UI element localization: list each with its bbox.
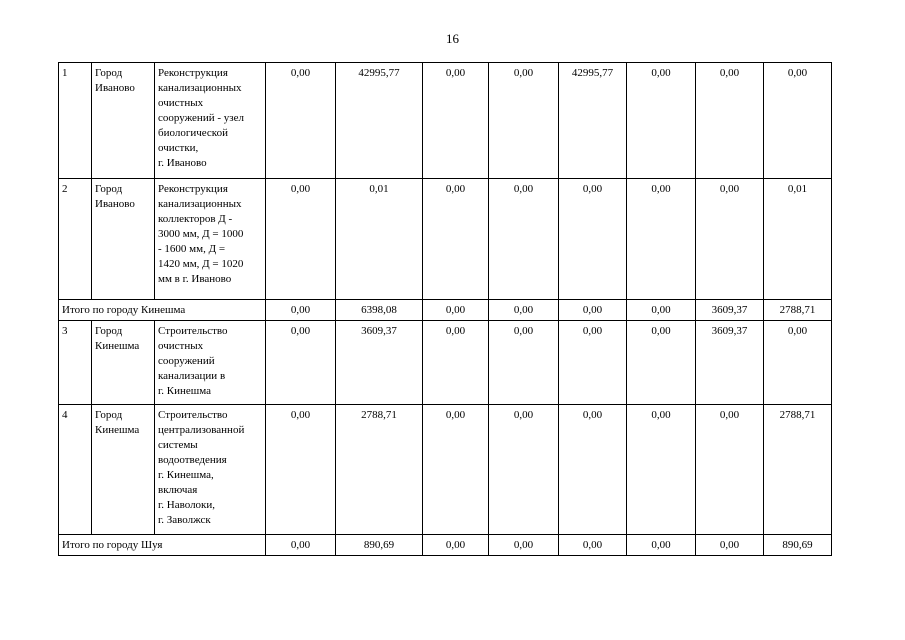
city-cell [92,405,155,535]
description-line: г. Кинешма, [158,469,214,481]
description-line: канализационных [158,82,242,94]
value-cell: 2788,71 [764,405,832,535]
value-cell: 0,00 [489,405,559,535]
description-cell [155,63,266,179]
description-line: Реконструкция [158,67,228,79]
value-cell: 0,00 [266,535,336,556]
value-cell: 0,00 [559,300,627,321]
value-cell: 6398,08 [336,300,423,321]
description-line: биологической [158,127,228,139]
description-line: канализационных [158,198,242,210]
value-cell: 0,00 [764,63,832,179]
value-cell: 0,00 [559,535,627,556]
value-cell: 0,00 [423,63,489,179]
value-cell: 2788,71 [336,405,423,535]
value-cell: 0,00 [559,179,627,300]
description-line: г. Заволжск [158,514,211,526]
description-line: канализации в [158,370,226,382]
row-index: 2 [59,179,92,300]
description-line: очистных [158,340,204,352]
value-cell: 0,00 [696,179,764,300]
value-cell: 0,01 [764,179,832,300]
city-line: Город [95,325,123,337]
description-line: коллекторов Д - [158,213,233,225]
description-cell [155,179,266,300]
description-line: очистных [158,97,204,109]
value-cell: 0,00 [627,405,696,535]
row-index: 1 [59,63,92,179]
value-cell: 0,00 [489,179,559,300]
row-index: 3 [59,321,92,405]
description-line: мм в г. Иваново [158,273,232,285]
value-cell: 890,69 [336,535,423,556]
description-line: сооружений [158,355,215,367]
budget-table [58,62,832,556]
city-line: Город [95,183,123,195]
city-cell [92,63,155,179]
value-cell: 0,00 [266,179,336,300]
value-cell: 0,00 [696,63,764,179]
value-cell: 0,00 [489,300,559,321]
value-cell: 3609,37 [696,300,764,321]
value-cell: 2788,71 [764,300,832,321]
total-label: Итого по городу Шуя [59,535,266,556]
city-line: Город [95,67,123,79]
value-cell: 42995,77 [336,63,423,179]
total-label: Итого по городу Кинешма [59,300,266,321]
value-cell: 0,00 [559,405,627,535]
city-line: Город [95,409,123,421]
value-cell: 3609,37 [336,321,423,405]
value-cell: 0,00 [559,321,627,405]
value-cell: 42995,77 [559,63,627,179]
city-cell [92,179,155,300]
description-line: Реконструкция [158,183,228,195]
description-line: - 1600 мм, Д = [158,243,226,255]
value-cell: 0,00 [423,321,489,405]
value-cell: 890,69 [764,535,832,556]
description-line: г. Наволоки, [158,499,216,511]
description-line: 1420 мм, Д = 1020 [158,258,244,270]
description-line: централизованной [158,424,245,436]
table-row [59,63,832,179]
total-row [59,535,832,556]
value-cell: 0,00 [627,321,696,405]
value-cell: 0,00 [489,321,559,405]
description-cell [155,405,266,535]
description-line: включая [158,484,198,496]
value-cell: 0,00 [627,535,696,556]
page-number: 16 [446,31,459,46]
description-line: Строительство [158,409,228,421]
value-cell: 3609,37 [696,321,764,405]
row-index: 4 [59,405,92,535]
total-row [59,300,832,321]
description-line: 3000 мм, Д = 1000 [158,228,244,240]
value-cell: 0,00 [696,405,764,535]
description-cell [155,321,266,405]
value-cell: 0,00 [627,63,696,179]
value-cell: 0,01 [336,179,423,300]
value-cell: 0,00 [266,321,336,405]
value-cell: 0,00 [423,405,489,535]
description-line: сооружений - узел [158,112,244,124]
table-row [59,321,832,405]
value-cell: 0,00 [266,63,336,179]
table-row [59,405,832,535]
city-line: Иваново [95,82,135,94]
value-cell: 0,00 [764,321,832,405]
value-cell: 0,00 [627,300,696,321]
value-cell: 0,00 [489,63,559,179]
value-cell: 0,00 [266,405,336,535]
value-cell: 0,00 [696,535,764,556]
city-line: Кинешма [95,424,140,436]
city-cell [92,321,155,405]
city-line: Иваново [95,198,135,210]
value-cell: 0,00 [423,535,489,556]
table-row [59,179,832,300]
description-line: Строительство [158,325,228,337]
description-line: очистки, [158,142,199,154]
value-cell: 0,00 [489,535,559,556]
description-line: г. Кинешма [158,385,212,397]
value-cell: 0,00 [627,179,696,300]
city-line: Кинешма [95,340,140,352]
value-cell: 0,00 [266,300,336,321]
value-cell: 0,00 [423,300,489,321]
description-line: водоотведения [158,454,227,466]
description-line: системы [158,439,198,451]
description-line: г. Иваново [158,157,207,169]
value-cell: 0,00 [423,179,489,300]
